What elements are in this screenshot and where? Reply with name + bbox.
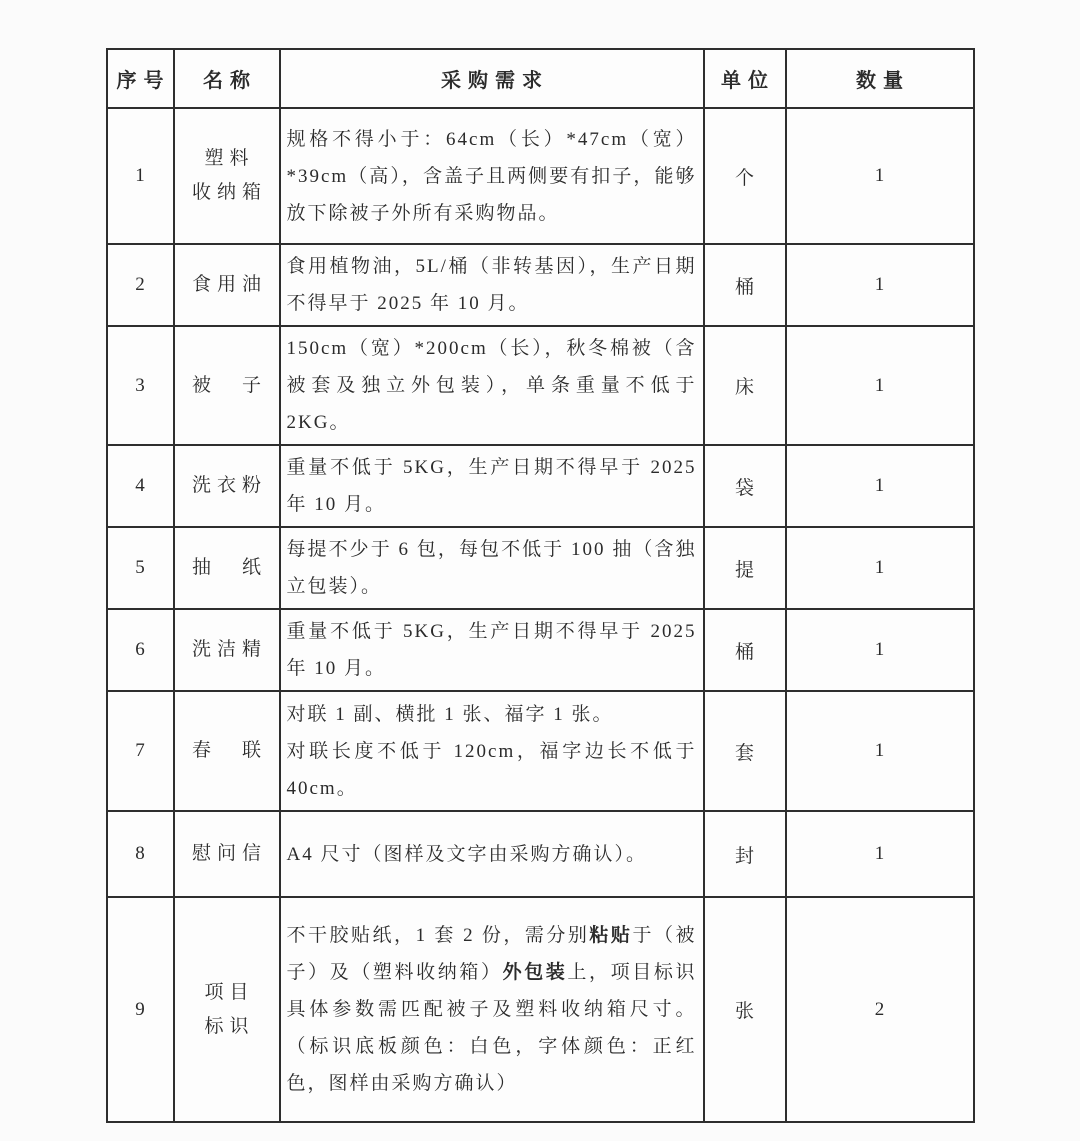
cell-quantity: 1 <box>786 445 974 527</box>
table-row <box>107 691 974 811</box>
cell-quantity: 1 <box>786 326 974 445</box>
cell-serial-number: 6 <box>107 609 174 691</box>
cell-item-name: 项目 标识 <box>174 897 280 1122</box>
cell-serial-number: 9 <box>107 897 174 1122</box>
cell-unit: 张 <box>704 897 786 1122</box>
cell-requirement: A4 尺寸（图样及文字由采购方确认）。 <box>280 811 704 897</box>
cell-quantity: 1 <box>786 244 974 326</box>
cell-serial-number: 7 <box>107 691 174 811</box>
cell-unit: 提 <box>704 527 786 609</box>
cell-item-name: 食用油 <box>174 244 280 326</box>
cell-requirement: 重量不低于 5KG，生产日期不得早于 2025 年 10 月。 <box>280 609 704 691</box>
cell-serial-number: 4 <box>107 445 174 527</box>
cell-item-name: 塑料 收纳箱 <box>174 108 280 244</box>
cell-quantity: 2 <box>786 897 974 1122</box>
cell-unit: 桶 <box>704 244 786 326</box>
cell-unit: 封 <box>704 811 786 897</box>
table-row <box>107 527 974 609</box>
table-row <box>107 244 974 326</box>
cell-unit: 袋 <box>704 445 786 527</box>
cell-requirement: 重量不低于 5KG，生产日期不得早于 2025 年 10 月。 <box>280 445 704 527</box>
cell-quantity: 1 <box>786 108 974 244</box>
header-quantity: 数量 <box>786 49 974 108</box>
table-row <box>107 897 974 1122</box>
cell-requirement: 食用植物油，5L/桶（非转基因），生产日期不得早于 2025 年 10 月。 <box>280 244 704 326</box>
cell-requirement: 每提不少于 6 包，每包不低于 100 抽（含独立包装）。 <box>280 527 704 609</box>
cell-item-name: 慰问信 <box>174 811 280 897</box>
cell-unit: 套 <box>704 691 786 811</box>
cell-item-name: 春 联 <box>174 691 280 811</box>
cell-unit: 桶 <box>704 609 786 691</box>
table-row <box>107 811 974 897</box>
procurement-table <box>106 48 975 1123</box>
cell-requirement: 150cm（宽）*200cm（长），秋冬棉被（含被套及独立外包装），单条重量不低于 2KG。 <box>280 326 704 445</box>
table-row <box>107 445 974 527</box>
cell-requirement: 不干胶贴纸，1 套 2 份，需分别粘贴于（被子）及（塑料收纳箱）外包装上，项目标识具体参数需匹配被子及塑料收纳箱尺寸。（标识底板颜色：白色，字体颜色：正红色，图样由采购方确认） <box>280 897 704 1122</box>
cell-unit: 床 <box>704 326 786 445</box>
header-requirement: 采购需求 <box>280 49 704 108</box>
cell-requirement: 对联 1 副、横批 1 张、福字 1 张。 对联长度不低于 120cm，福字边长不低于 40cm。 <box>280 691 704 811</box>
cell-serial-number: 2 <box>107 244 174 326</box>
table-row <box>107 609 974 691</box>
cell-item-name: 抽 纸 <box>174 527 280 609</box>
cell-serial-number: 1 <box>107 108 174 244</box>
header-unit: 单位 <box>704 49 786 108</box>
cell-unit: 个 <box>704 108 786 244</box>
cell-requirement: 规格不得小于：64cm（长）*47cm（宽）*39cm（高），含盖子且两侧要有扣子，能够放下除被子外所有采购物品。 <box>280 108 704 244</box>
cell-serial-number: 8 <box>107 811 174 897</box>
cell-item-name: 洗洁精 <box>174 609 280 691</box>
header-item-name: 名称 <box>174 49 280 108</box>
cell-serial-number: 5 <box>107 527 174 609</box>
header-serial-number: 序号 <box>107 49 174 108</box>
cell-serial-number: 3 <box>107 326 174 445</box>
cell-quantity: 1 <box>786 691 974 811</box>
table-header-row <box>107 49 974 108</box>
cell-quantity: 1 <box>786 527 974 609</box>
cell-quantity: 1 <box>786 609 974 691</box>
table-row <box>107 326 974 445</box>
cell-quantity: 1 <box>786 811 974 897</box>
cell-item-name: 被 子 <box>174 326 280 445</box>
table-body <box>107 108 974 1122</box>
table-row <box>107 108 974 244</box>
cell-item-name: 洗衣粉 <box>174 445 280 527</box>
